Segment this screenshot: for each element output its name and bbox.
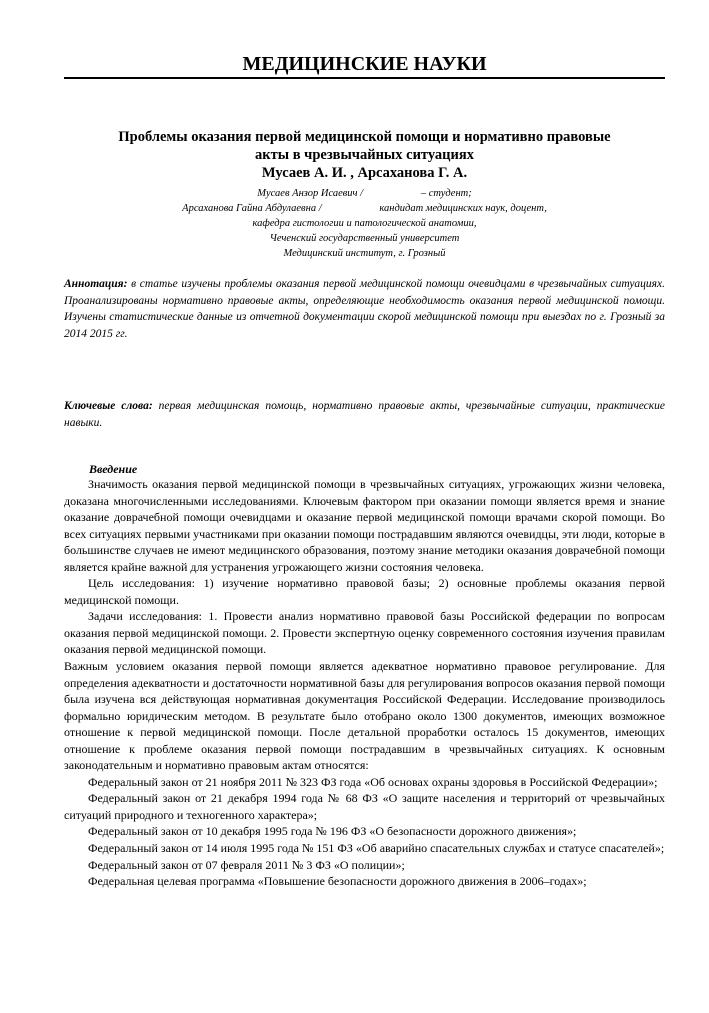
header-rule [64, 77, 665, 79]
article-body [64, 476, 665, 890]
affiliation-line: Чеченский государственный университет [269, 233, 460, 244]
body-paragraph: Цель исследования: 1) изучение нормативно правовой базы; 2) основные проблемы оказания первой медицинской помощи. [64, 576, 665, 607]
affiliation-line: Медицинский институт, г. Грозный [283, 248, 446, 259]
section-heading: Введение [89, 462, 138, 476]
affiliation-line: Мусаев Анзор Исаевич / – студент; [257, 188, 472, 199]
law-item: Федеральная целевая программа «Повышение безопасности дорожного движения в 2006–годах»; [88, 874, 587, 889]
article-title-line: акты в чрезвычайных ситуациях [255, 147, 474, 163]
law-item: Федеральный закон от 14 июля 1995 года № 151 ФЗ «Об аварийно спасательных службах и статусе спасателей»; [88, 841, 665, 856]
abstract [64, 276, 665, 342]
abstract-text: в статье изучены проблемы оказания первой медицинской помощи очевидцами в чрезвычайных ситуациях. Проанализированы нормативно правовые акты, определяющие необходимость оказания первой медицинской помощи. Изучены статистические данные из отчетной документации скорой медицинской помощи при выездах по г. Грозный за 2014 2015 гг. [64, 278, 666, 340]
article-title-line: Проблемы оказания первой медицинской помощи и нормативно правовые [118, 129, 611, 145]
law-item: Федеральный закон от 21 декабря 1994 года № 68 ФЗ «О защите населения и территорий от чрезвычайных ситуаций природного и техногенного характера»; [64, 791, 665, 822]
abstract-label: Аннотация: [64, 278, 128, 290]
body-paragraph: Важным условием оказания первой помощи является адекватное нормативно правовое регулирование. Для определения адекватности и достаточности нормативной базы для регулирования вопросов оказания первой помощи была изучена вся действующая нормативная документация Российской Федерации. Исследование производилось формально юридическим методом. В результате было отобрано около 1300 документов, имеющих возможное отношение к первой медицинской помощи. После детальной проработки осталось 15 документов, имеющих отношение к проблеме оказания первой помощи пострадавшим в чрезвычайных ситуациях. К основным законодательным и нормативно правовым актам относятся: [64, 659, 665, 773]
keywords [64, 398, 665, 431]
affiliation-line: кафедра гистологии и патологической анатомии, [252, 218, 477, 229]
law-item: Федеральный закон от 07 февраля 2011 № 3 ФЗ «О полиции»; [88, 857, 405, 872]
keywords-label: Ключевые слова: [64, 400, 153, 412]
article-title [72, 128, 657, 164]
section-header: МЕДИЦИНСКИЕ НАУКИ [242, 53, 487, 75]
article-authors: Мусаев А. И. , Арсаханова Г. А. [261, 165, 468, 181]
law-item: Федеральный закон от 21 ноября 2011 № 323 ФЗ года «Об основах охраны здоровья в Российской Федерации»; [88, 774, 658, 789]
affiliation-line: Арсаханова Гайна Абдулаевна / кандидат медицинских наук, доцент, [182, 203, 547, 214]
body-paragraph: Значимость оказания первой медицинской помощи в чрезвычайных ситуациях, угрожающих жизни человека, доказана многочисленными исследованиями. Ключевым фактором при оказании помощи является время и знание оказание доврачебной помощи очевидцами и оказание первой медицинской помощи врачами скорой помощи. Во всех ситуациях первыми участниками при оказании помощи пострадавшим являются очевидцы, эти люди, которые в большинстве случаев не имеют медицинского образования, поэтому знание методики оказания доврачебной помощи является крайне важной для устранения угрожающего жизни состояния человека. [64, 477, 665, 574]
body-paragraph: Задачи исследования: 1. Провести анализ нормативно правовой базы Российской федерации по вопросам оказания первой медицинской помощи. 2. Провести экспертную оценку современного состояния изучения правилам оказания первой медицинской помощи. [64, 609, 665, 657]
law-item: Федеральный закон от 10 декабря 1995 года № 196 ФЗ «О безопасности дорожного движения»; [88, 824, 577, 839]
keywords-text: первая медицинская помощь, нормативно правовые акты, чрезвычайные ситуации, практические навыки. [64, 400, 666, 429]
